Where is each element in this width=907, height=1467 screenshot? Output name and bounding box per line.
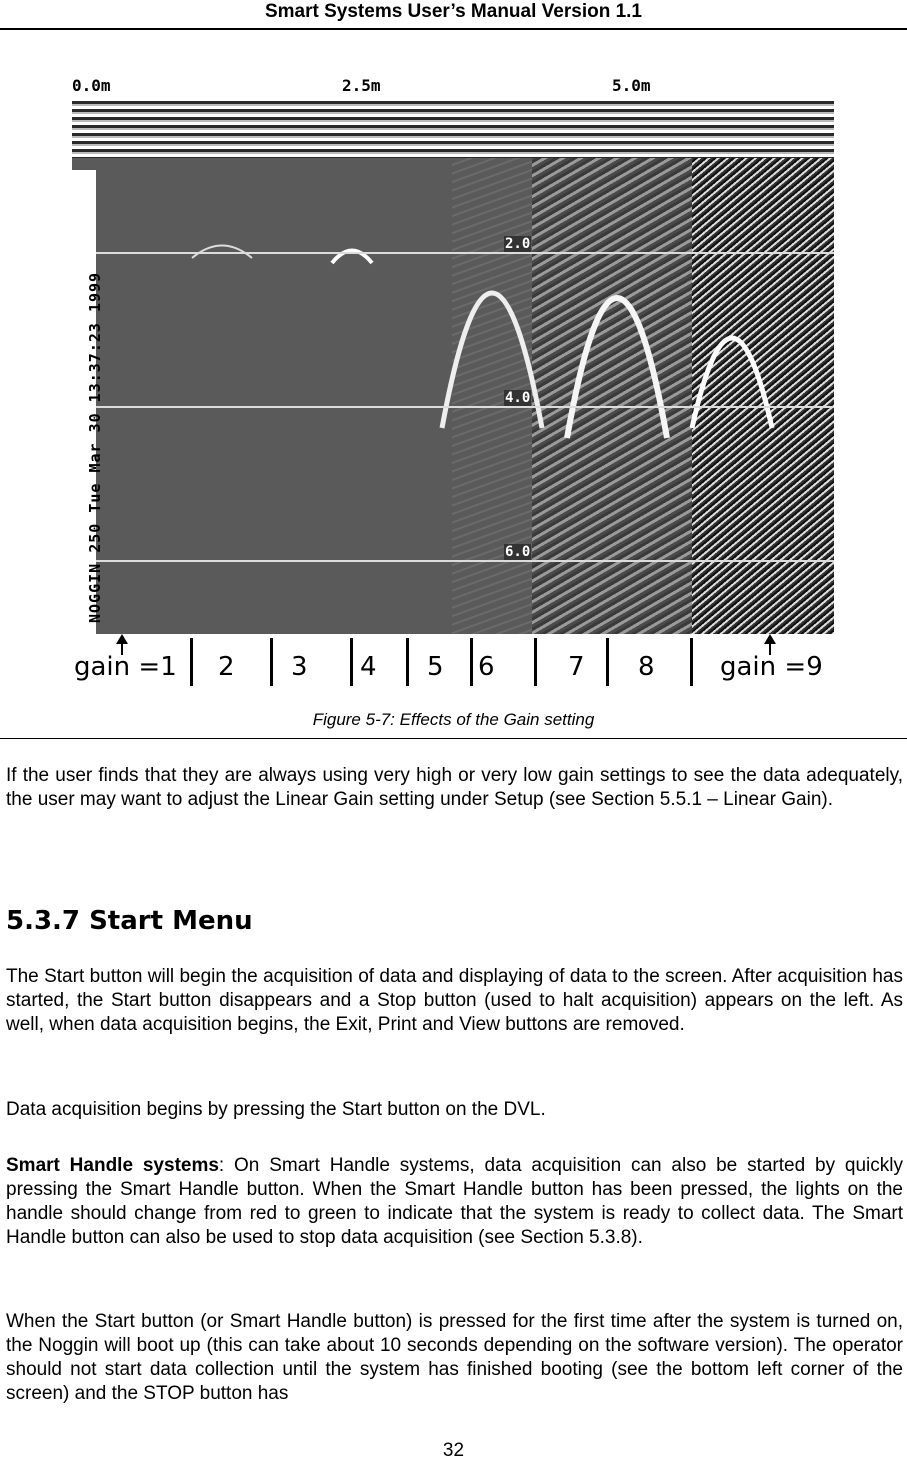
gain-divider [534,638,537,686]
depth-line [72,252,834,254]
gain-divider [470,638,473,686]
gain-label-4: 4 [360,652,377,682]
gain-label-7: 7 [568,652,585,682]
gain-divider [190,638,193,686]
paragraph-text: : On Smart Handle systems, data acquisition can also be started by quickly pressing the Smart Handle button. When the Smart Handle button has been pressed, the lights on the handle should change from red to green to indicate that the system is ready to collect data. The Smart Handle button can also be used to stop data acquisition (see Section 5.3.8). [6,1155,903,1248]
depth-label: 2.0 [505,236,531,252]
gain-divider [606,638,609,686]
depth-label: 6.0 [505,544,531,560]
depth-line [72,406,834,408]
gain-divider [690,638,693,686]
reflection-arc [567,298,667,438]
manual-title: Smart Systems User’s Manual Version 1.1 [264,1,642,22]
gain-divider [270,638,273,686]
caption-rule [0,738,907,739]
paragraph [6,1154,903,1250]
scale-label-start: 0.0m [72,76,111,95]
paragraph: If the user finds that they are always using very high or very low gain settings to see the data adequately, the user may want to adjust the Linear Gain setting under Setup (see Section 5.5.1 – Linear Gain). [6,765,903,810]
gain-scale [72,634,834,686]
radar-image [72,98,834,634]
paragraph: The Start button will begin the acquisition of data and displaying of data to the screen. After acquisition has started, the Start button disappears and a Stop button (used to halt acquisition) appears on the left. As well, when data acquisition begins, the Exit, Print and View buttons are removed. [6,966,903,1035]
bold-term: Smart Handle systems [6,1155,219,1176]
gain-label-5: 5 [427,652,444,682]
gain-label-3: 3 [291,652,308,682]
scale-label-end: 5.0m [612,76,651,95]
gain-label-9: gain =9 [720,652,823,682]
section-heading: 5.3.7 Start Menu [6,906,253,936]
gpr-figure [72,74,834,686]
gain-label-1: gain =1 [74,652,177,682]
figure-caption: Figure 5-7: Effects of the Gain setting [312,710,595,729]
acquisition-info: NOGGIN 250 Tue Mar 30 13:37:23 1999 [86,271,104,623]
page-number: 32 [442,1440,465,1461]
scale-label-mid: 2.5m [342,76,381,95]
gain-label-6: 6 [478,652,495,682]
paragraph: Data acquisition begins by pressing the Start button on the DVL. [6,1099,546,1120]
depth-line [72,560,834,562]
gain-label-2: 2 [218,652,235,682]
depth-label: 4.0 [505,390,531,406]
reflection-arc [692,338,772,428]
gain-divider [406,638,409,686]
hyperbola-reflections [72,98,834,634]
page-header [0,0,907,30]
gain-divider [350,638,353,686]
paragraph: When the Start button (or Smart Handle button) is pressed for the first time after the system is turned on, the Noggin will boot up (this can take about 10 seconds depending on the software version). The operator should not start data collection until the system has finished booting (see the bottom left corner of the screen) and the STOP button has [6,1311,903,1404]
gain-label-8: 8 [638,652,655,682]
